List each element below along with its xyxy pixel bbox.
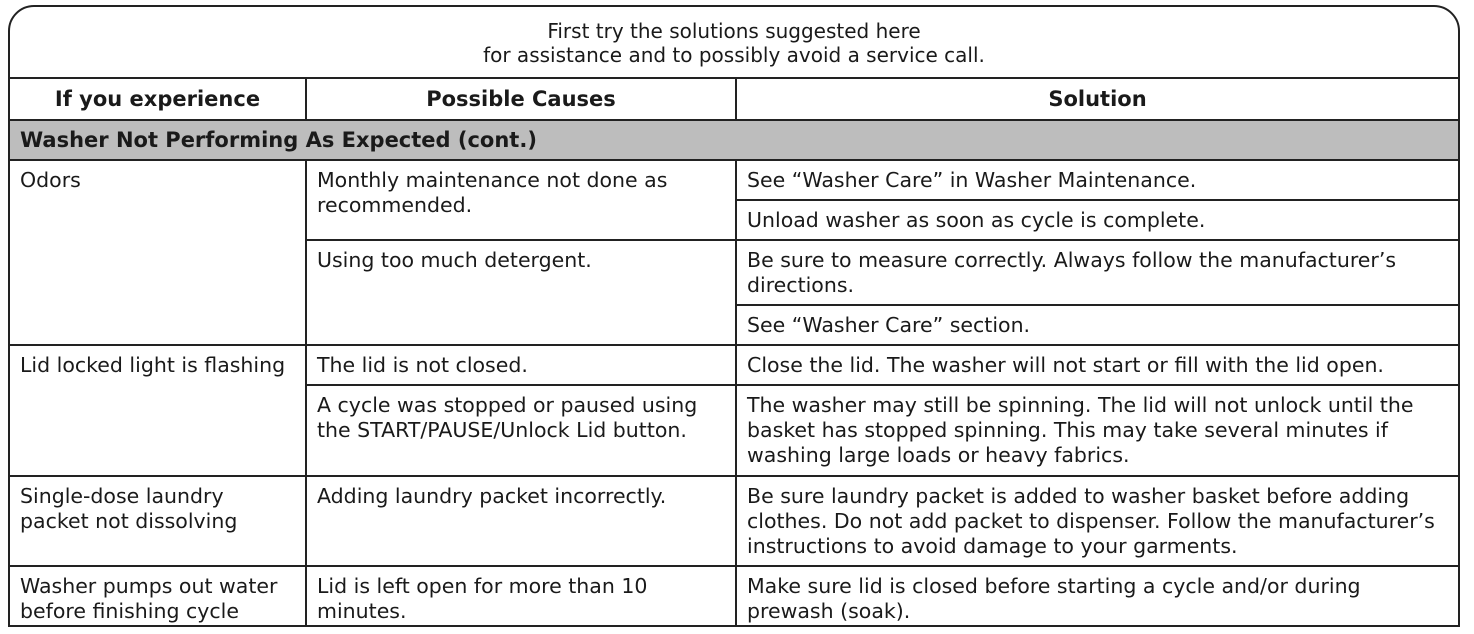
header-experience: If you experience xyxy=(10,78,306,120)
problem-lid-locked: Lid locked light is flashing xyxy=(10,345,306,476)
cause-cycle-paused: A cycle was stopped or paused using the START/PAUSE/Unlock Lid button. xyxy=(306,385,736,476)
intro-line-2: for assistance and to possibly avoid a service call. xyxy=(483,43,985,67)
solution-measure: Be sure to measure correctly. Always follow the manufacturer’s directions. xyxy=(736,240,1458,305)
cause-maintenance: Monthly maintenance not done as recommended. xyxy=(306,160,736,240)
troubleshooting-frame xyxy=(8,5,1460,627)
table-row xyxy=(10,566,1458,627)
table-row xyxy=(10,476,1458,566)
header-row xyxy=(10,78,1458,120)
header-solution: Solution xyxy=(736,78,1458,120)
intro-line-1: First try the solutions suggested here xyxy=(547,19,921,43)
solution-still-spinning: The washer may still be spinning. The lid will not unlock until the basket has stopped spinning. This may take several minutes if washing large loads or heavy fabrics. xyxy=(736,385,1458,476)
solution-packet: Be sure laundry packet is added to washer basket before adding clothes. Do not add packet to dispenser. Follow the manufacturer’s instructions to avoid damage to your garments. xyxy=(736,476,1458,566)
solution-washer-care: See “Washer Care” in Washer Maintenance. xyxy=(736,160,1458,200)
solution-close-lid: Close the lid. The washer will not start or fill with the lid open. xyxy=(736,345,1458,385)
solution-lid-closed: Make sure lid is closed before starting a cycle and/or during prewash (soak). xyxy=(736,566,1458,627)
troubleshooting-table xyxy=(10,77,1458,627)
cause-lid-left-open: Lid is left open for more than 10 minutes. xyxy=(306,566,736,627)
cause-lid-open: The lid is not closed. xyxy=(306,345,736,385)
table-row xyxy=(10,160,1458,200)
problem-odors: Odors xyxy=(10,160,306,345)
table-row xyxy=(10,345,1458,385)
cause-packet: Adding laundry packet incorrectly. xyxy=(306,476,736,566)
section-title: Washer Not Performing As Expected (cont.) xyxy=(10,120,1458,160)
cause-detergent: Using too much detergent. xyxy=(306,240,736,345)
intro-text xyxy=(10,7,1458,77)
solution-unload: Unload washer as soon as cycle is complete. xyxy=(736,200,1458,240)
section-row xyxy=(10,120,1458,160)
header-causes: Possible Causes xyxy=(306,78,736,120)
problem-pump: Washer pumps out water before finishing cycle xyxy=(10,566,306,627)
solution-see-section: See “Washer Care” section. xyxy=(736,305,1458,345)
problem-packet: Single-dose laundry packet not dissolving xyxy=(10,476,306,566)
